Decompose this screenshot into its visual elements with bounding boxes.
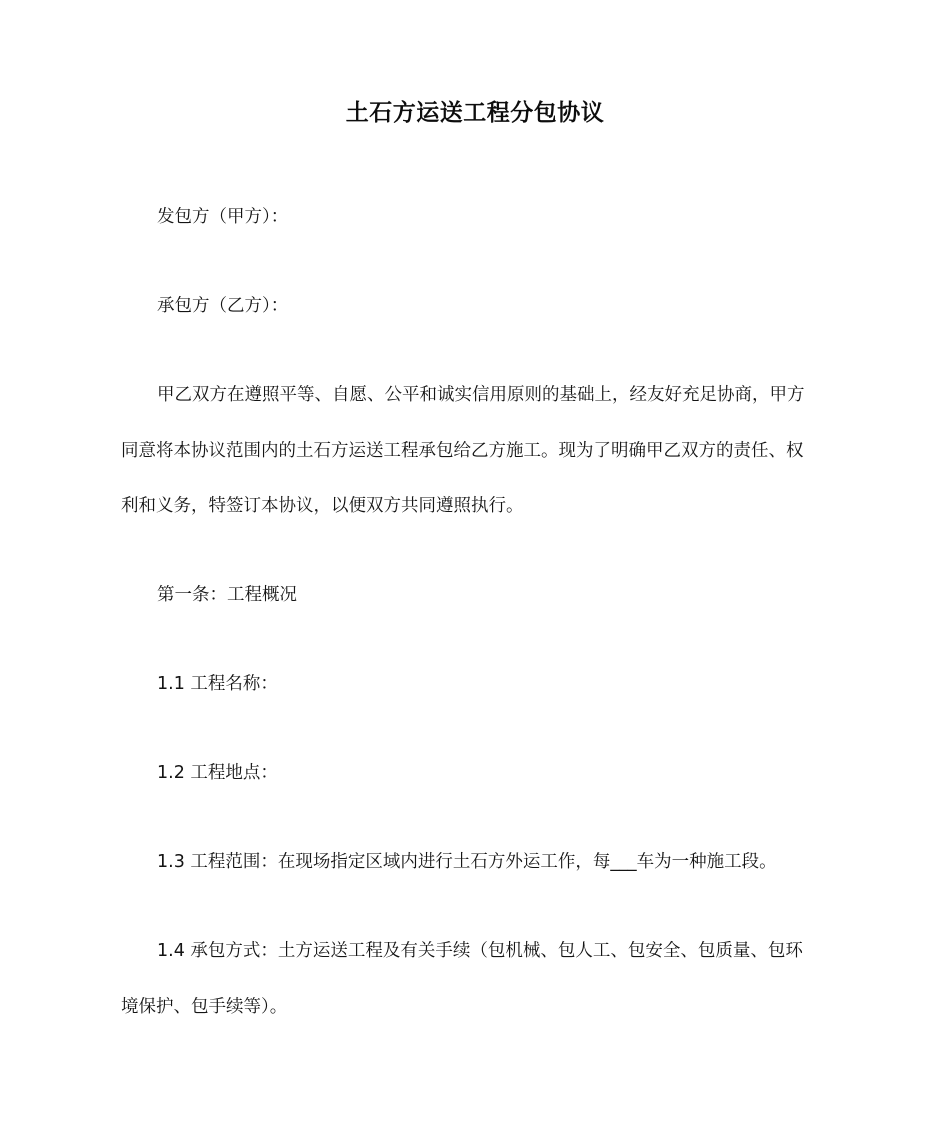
item-1-1: 1.1 工程名称：: [157, 674, 278, 694]
intro-paragraph-line-3: 利和义务，特签订本协议，以便双方共同遵照执行。: [121, 496, 524, 516]
item-1-2: 1.2 工程地点：: [157, 763, 278, 783]
party-b-line: 承包方（乙方）：: [157, 296, 289, 316]
intro-paragraph-line-1: 甲乙双方在遵照平等、自愿、公平和诚实信用原则的基础上，经友好充足协商，甲方: [157, 385, 805, 405]
item-1-4-line-2: 境保护、包手续等）。: [121, 997, 288, 1017]
item-1-3: 1.3 工程范围：在现场指定区域内进行土石方外运工作，每___车为一种施工段。: [157, 852, 777, 872]
intro-paragraph-line-2: 同意将本协议范围内的土石方运送工程承包给乙方施工。现为了明确甲乙双方的责任、权: [121, 441, 804, 461]
party-a-line: 发包方（甲方）：: [157, 207, 289, 227]
document-title: 土石方运送工程分包协议: [345, 100, 605, 126]
article-1-heading: 第一条：工程概况: [157, 585, 297, 605]
item-1-4-line-1: 1.4 承包方式：土方运送工程及有关手续（包机械、包人工、包安全、包质量、包环: [157, 941, 803, 961]
